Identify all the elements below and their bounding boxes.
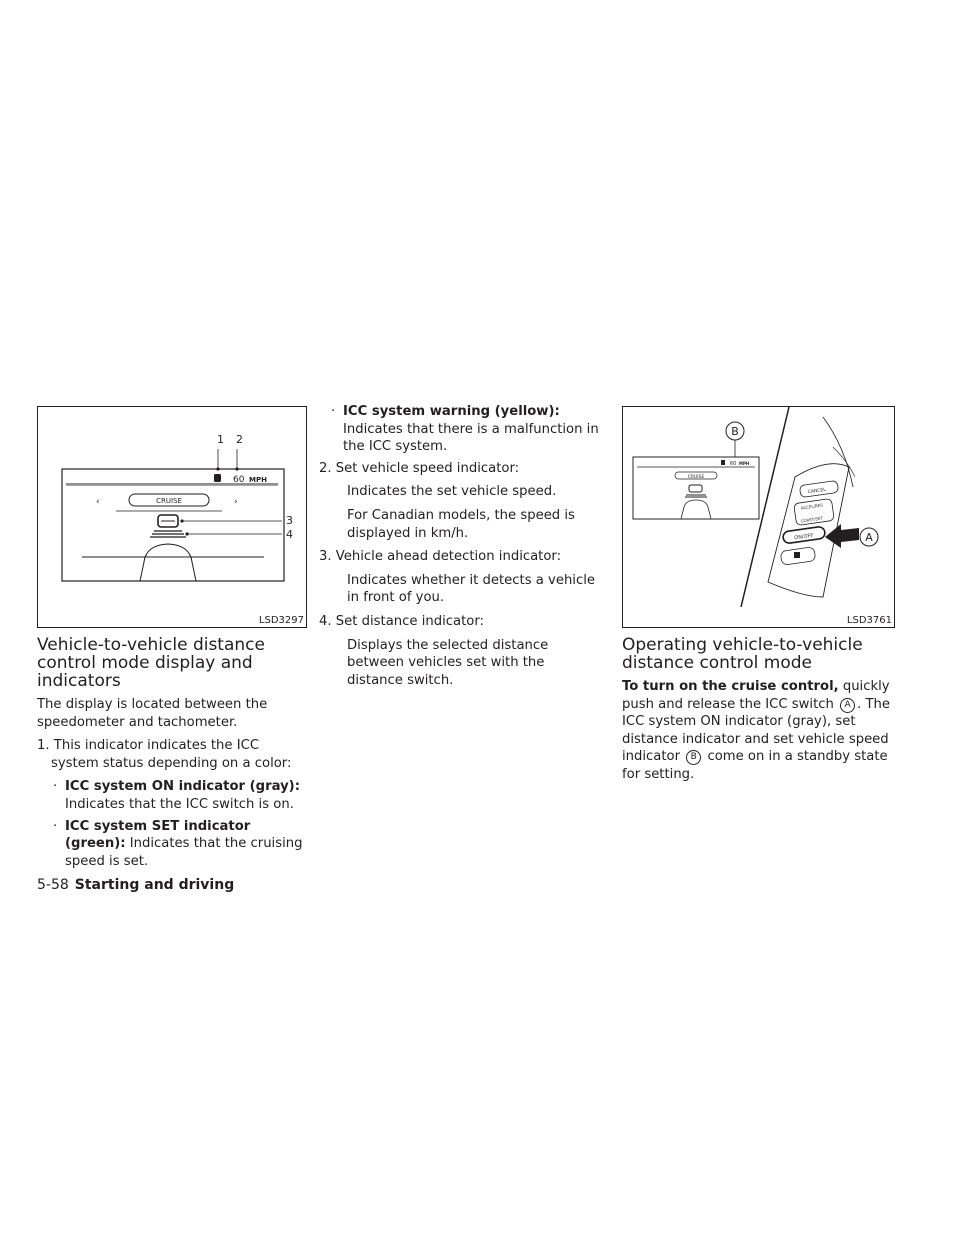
cruise-label: CRUISE bbox=[156, 497, 182, 505]
item-2-line: Indicates the set vehicle speed. bbox=[347, 484, 557, 500]
bullet-item: · ICC system SET indicator (green): Indicates that the cruising speed is set. bbox=[53, 818, 303, 869]
figure-code: LSD3297 bbox=[258, 615, 304, 626]
callout-b: B bbox=[731, 425, 739, 438]
left-column bbox=[37, 406, 307, 874]
callout-b-inline: B bbox=[686, 750, 701, 765]
callout-1: 1 bbox=[217, 433, 224, 446]
arrow-icon bbox=[825, 524, 859, 548]
callout-4: 4 bbox=[286, 528, 293, 541]
own-vehicle-icon bbox=[140, 544, 196, 581]
coast-button-label: COAST/SET bbox=[800, 515, 824, 524]
cancel-button-label: CANCEL bbox=[807, 487, 827, 496]
page-number: 5-58 bbox=[37, 877, 69, 893]
page-footer bbox=[37, 876, 234, 894]
middle-column bbox=[319, 403, 602, 695]
item-4-line: Displays the selected distance between vehicles set with the distance switch. bbox=[347, 637, 549, 688]
list-item-2: 2. Set vehicle speed indicator: bbox=[319, 460, 520, 476]
nav-left-arrow: ‹ bbox=[96, 497, 100, 507]
callout-a: A bbox=[865, 531, 873, 544]
switch-illustration bbox=[623, 407, 896, 629]
speed-unit: MPH bbox=[739, 461, 750, 466]
section-title: Vehicle-to-vehicle distance control mode display and indicators bbox=[37, 635, 265, 691]
bullet-item: · ICC system ON indicator (gray): Indicates that the ICC switch is on. bbox=[53, 779, 300, 812]
figure-code: LSD3761 bbox=[846, 615, 892, 626]
callout-a-inline: A bbox=[840, 698, 855, 713]
switch-figure bbox=[622, 406, 895, 628]
display-illustration bbox=[38, 407, 308, 629]
right-column bbox=[622, 406, 895, 790]
section-title: Operating vehicle-to-vehicle distance control mode bbox=[622, 635, 863, 673]
intro-paragraph: The display is located between the speedometer and tachometer. bbox=[37, 697, 268, 730]
item-2-line: For Canadian models, the speed is displayed in km/h. bbox=[347, 507, 575, 541]
display-figure bbox=[37, 406, 307, 628]
onoff-button-label: ON/OFF bbox=[794, 532, 814, 542]
nav-right-arrow: › bbox=[234, 497, 238, 507]
speed-value: 60 bbox=[730, 461, 737, 467]
callout-3: 3 bbox=[286, 514, 293, 527]
operating-paragraph: To turn on the cruise control, quickly push and release the ICC switch A . The ICC system ON indicator (gray), set distance indicator and set vehicle speed indicator B come on in a standby state for setting. bbox=[622, 679, 890, 782]
speed-unit: MPH bbox=[249, 476, 267, 484]
distance-switch-icon bbox=[794, 552, 800, 558]
icc-indicator-icon bbox=[214, 474, 221, 482]
list-item-1: 1. This indicator indicates the ICC system status depending on a color: bbox=[37, 738, 292, 771]
cruise-label: CRUISE bbox=[687, 475, 705, 480]
list-item-3: 3. Vehicle ahead detection indicator: bbox=[319, 549, 562, 565]
accel-button-label: ACCEL/RES bbox=[800, 502, 824, 511]
list-item-4: 4. Set distance indicator: bbox=[319, 613, 484, 629]
callout-2: 2 bbox=[236, 433, 243, 446]
item-3-line: Indicates whether it detects a vehicle in front of you. bbox=[347, 572, 595, 606]
section-name: Starting and driving bbox=[74, 877, 235, 893]
speed-value: 60 bbox=[233, 475, 245, 485]
bullet-item: · ICC system warning (yellow): Indicates that there is a malfunction in the ICC system. bbox=[331, 404, 599, 455]
